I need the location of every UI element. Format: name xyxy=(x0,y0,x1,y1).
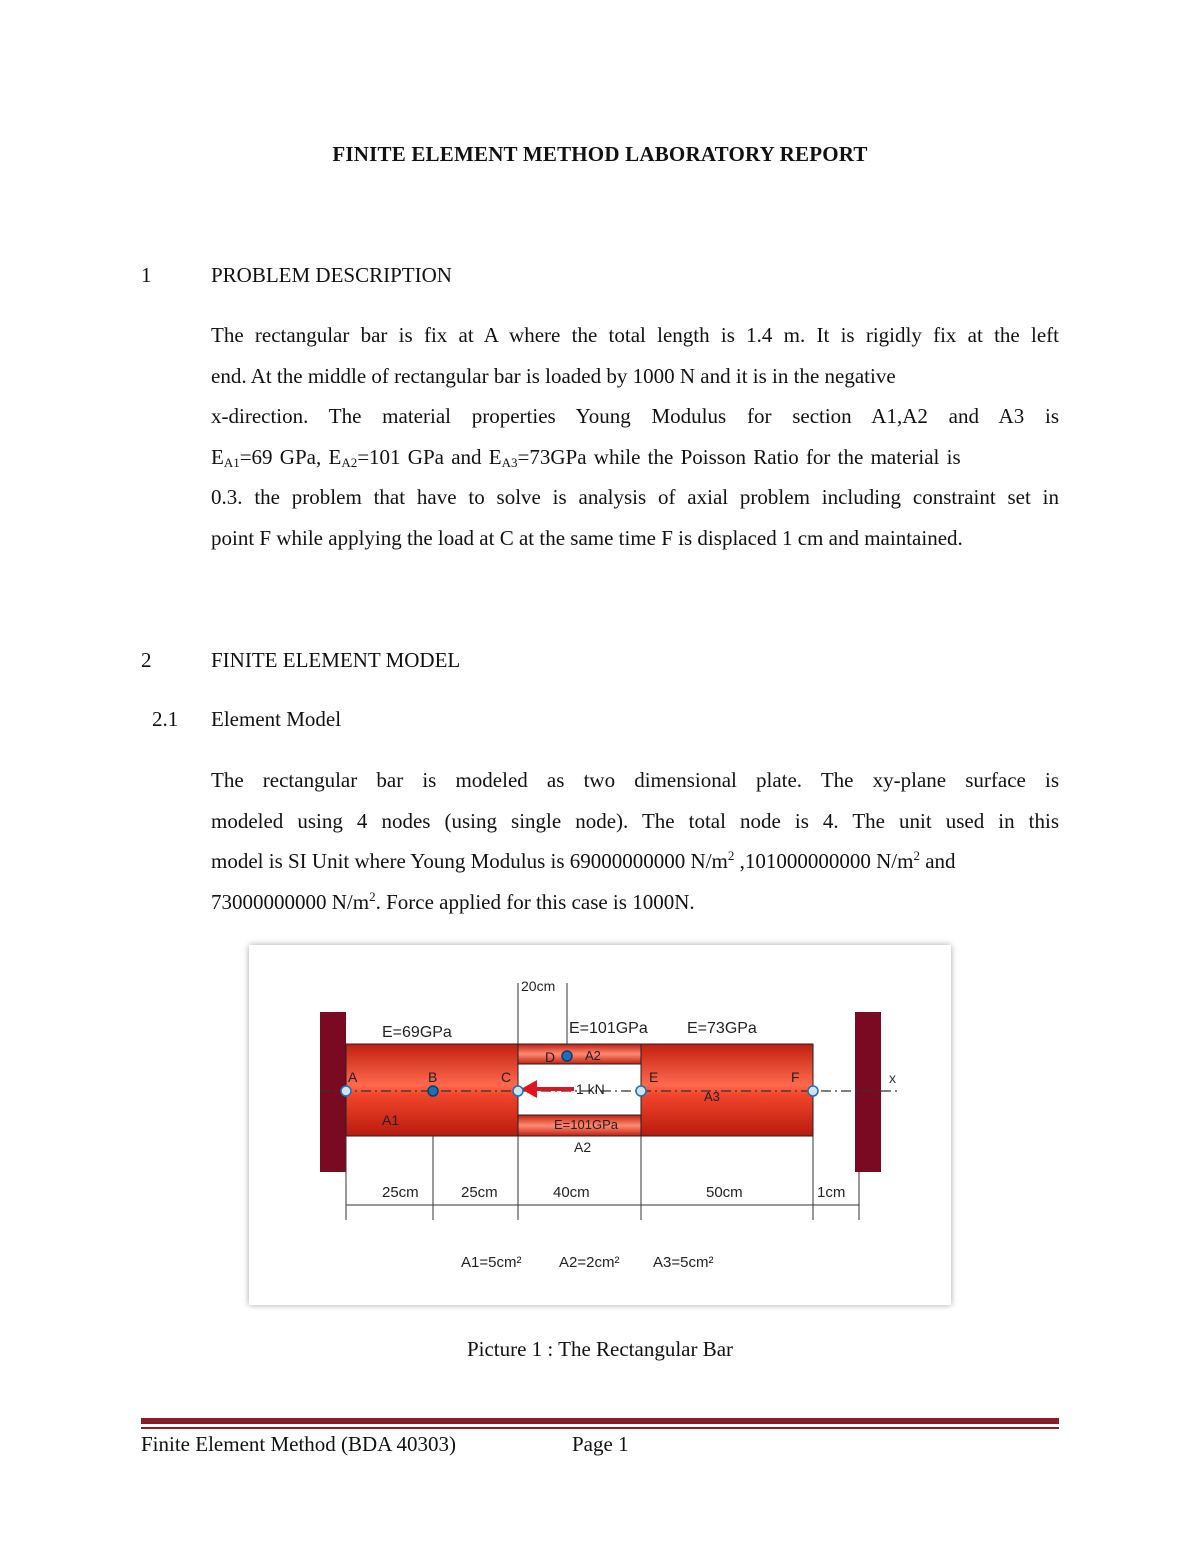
model-line-3: model is SI Unit where Young Modulus is 69000000000 $N/m^2$ ,101000000000 $N/m^2$ and xyxy=(211,848,956,873)
figure-caption: Picture 1 : The Rectangular Bar xyxy=(466,1337,734,1361)
model-line-4: 73000000000 $N/m^2$. Force applied for this case is 1000N. xyxy=(211,888,695,914)
dim-20cm: 20cm xyxy=(521,978,556,994)
problem-description-paragraph xyxy=(211,315,1059,558)
figure-rectangular-bar xyxy=(249,945,951,1305)
element-model-paragraph xyxy=(211,760,1059,922)
label-e2-lower: E=101GPa xyxy=(554,1117,618,1132)
node-label-d: D xyxy=(545,1049,556,1065)
problem-line-5: 0.3. the problem that have to solve is analysis of axial problem including constraint set in xyxy=(211,485,1059,509)
node-b xyxy=(428,1086,438,1096)
load-arrow-head xyxy=(521,1080,537,1098)
section-number-2: 2 xyxy=(141,648,152,672)
dim-25cm-2: 25cm xyxy=(461,1184,498,1201)
label-e2: E=101GPa xyxy=(569,1020,648,1037)
node-label-b: B xyxy=(428,1069,438,1085)
right-wall xyxy=(855,1012,881,1172)
problem-line-3: x-direction. The material properties Young Modulus for section A1,A2 and A3 is xyxy=(211,404,1059,428)
footer-page-number: Page 1 xyxy=(572,1432,629,1456)
problem-line-2: end. At the middle of rectangular bar is loaded by 1000 N and it is in the negative xyxy=(211,363,896,388)
section-heading-element-model: Element Model xyxy=(211,707,342,731)
area-label-a1: A1 xyxy=(382,1112,400,1128)
report-title: FINITE ELEMENT METHOD LABORATORY REPORT xyxy=(332,142,868,166)
section-heading-problem-description: PROBLEM DESCRIPTION xyxy=(211,263,452,287)
label-e3: E=73GPa xyxy=(687,1020,757,1037)
section-a2-top-bar xyxy=(518,1044,641,1064)
section-number-1: 1 xyxy=(141,263,152,287)
node-f xyxy=(808,1086,818,1096)
axis-label-x: x xyxy=(889,1070,896,1086)
node-label-c: C xyxy=(501,1069,512,1085)
problem-line-4: $E_{A1}=69$ GPa, $E_{A2}=101$ GPa and $E_{A3}=73GPa$ while the Poisson Ratio for the material is xyxy=(211,444,961,470)
area-value-a2: A2=2cm² xyxy=(559,1254,620,1271)
node-label-a: A xyxy=(348,1069,358,1085)
area-label-a2-top: A2 xyxy=(585,1048,601,1063)
section-a3-bar xyxy=(641,1044,813,1136)
dim-40cm: 40cm xyxy=(553,1184,590,1201)
model-line-2: modeled using 4 nodes (using single node). The total node is 4. The unit used in this xyxy=(211,808,1059,833)
node-label-f: F xyxy=(791,1069,800,1085)
node-c xyxy=(513,1086,523,1096)
bar-diagram xyxy=(249,945,951,1305)
problem-line-6: point F while applying the load at C at the same time F is displaced 1 cm and maintained. xyxy=(211,525,963,550)
dim-50cm: 50cm xyxy=(706,1184,743,1201)
area-label-a3: A3 xyxy=(704,1089,720,1104)
node-d xyxy=(562,1051,572,1061)
node-e xyxy=(636,1086,646,1096)
section-heading-finite-element-model: FINITE ELEMENT MODEL xyxy=(211,648,461,672)
area-value-a3: A3=5cm² xyxy=(653,1254,714,1271)
model-line-1: The rectangular bar is modeled as two dimensional plate. The xy-plane surface is xyxy=(211,768,1059,792)
footer-course: Finite Element Method (BDA 40303) xyxy=(141,1432,456,1456)
section-number-2-1: 2.1 xyxy=(152,707,179,731)
dim-25cm-1: 25cm xyxy=(382,1184,419,1201)
label-load: 1 kN xyxy=(576,1081,605,1097)
footer-rule xyxy=(141,1418,1059,1432)
area-value-a1: A1=5cm² xyxy=(461,1254,522,1271)
node-a xyxy=(341,1086,351,1096)
node-label-e: E xyxy=(649,1069,659,1085)
dim-1cm: 1cm xyxy=(817,1184,846,1201)
label-e1: E=69GPa xyxy=(382,1024,452,1041)
problem-line-1: The rectangular bar is fix at A where the total length is 1.4 m. It is rigidly fix at the left xyxy=(211,323,1059,347)
area-label-a2-bottom: A2 xyxy=(574,1139,592,1155)
